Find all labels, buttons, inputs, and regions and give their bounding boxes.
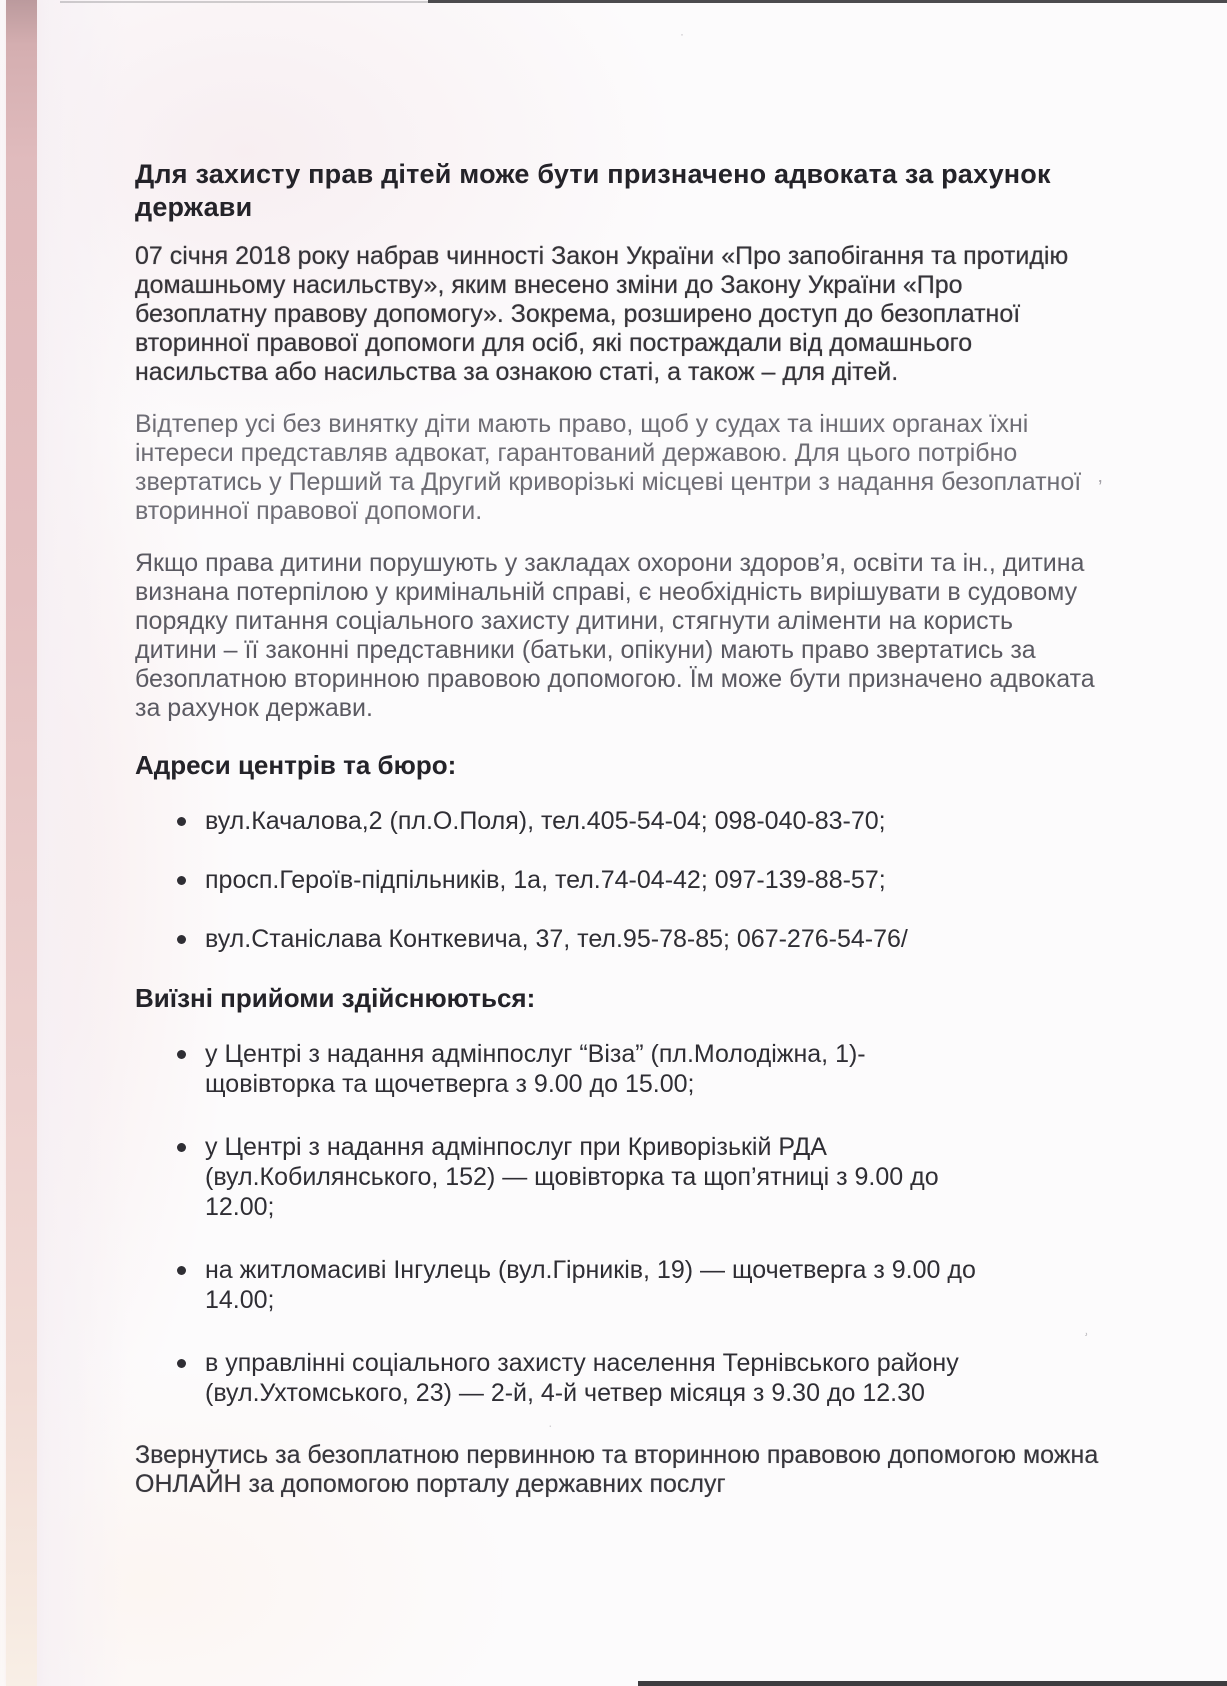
scan-edge-line-top	[428, 0, 1227, 3]
document-content	[135, 158, 1103, 1522]
scan-edge-line-top-faint	[60, 1, 428, 3]
scan-dust-artifact: ’	[1098, 477, 1103, 499]
bullet-dot-icon	[177, 1359, 186, 1368]
bullet-dot-icon	[177, 935, 186, 944]
list-item-visit-viza	[177, 1039, 977, 1099]
paragraph-law-intro: 07 січня 2018 року набрав чинності Закон України «Про запобігання та протидію домашньому насильству», яким внесено зміни до Закону України «Про безоплатну правову допомогу». Зокрема, розширено доступ до безоплатної вторинної правової допомоги для осіб, які постраждали від домашнього насильства або насильства за ознакою статі, а також – для дітей.	[135, 242, 1069, 386]
paragraph-children-rights: Відтепер усі без винятку діти мають право, щоб у судах та інших органах їхні інтереси представляв адвокат, гарантований державою. Для цього потрібно звертатись у Перший та Другий криворізькі місцеві центри з надання безоплатної вторинної правової допомоги.	[135, 410, 1082, 525]
paragraph-violations: Якщо права дитини порушують у закладах охорони здоров’я, освіти та ін., дитина визнана потерпілою у кримінальній справі, є необхідність вирішувати в судовому порядку питання соціального захисту дитини, стягнути аліменти на користь дитини – її законні представники (батьки, опікуни) мають право звертатись за безоплатною вторинною правовою допомогою. Їм може бути призначено адвоката за рахунок держави.	[135, 549, 1095, 722]
list-item-address-kontkevycha	[177, 924, 1100, 954]
scan-dust-artifact: ·	[548, 1417, 553, 1433]
list-item-text: вул.Качалова,2 (пл.О.Поля), тел.405-54-04; 098-040-83-70;	[205, 807, 886, 835]
addresses-list	[135, 806, 1100, 954]
scan-binding-strip	[6, 0, 37, 1686]
list-item-text: на житломасиві Інгулець (вул.Гірників, 19) — щочетверга з 9.00 до 14.00;	[205, 1256, 976, 1314]
scan-dust-artifact: ˒	[1081, 1320, 1093, 1342]
paragraph-online-closing: Звернутись за безоплатною первинною та вторинною правовою допомогою можна ОНЛАЙН за допомогою порталу державних послуг	[135, 1441, 1099, 1498]
list-item-visit-rda	[177, 1132, 1007, 1222]
list-item-address-kachalova	[177, 806, 1100, 836]
bullet-dot-icon	[177, 1050, 186, 1059]
heading-field-visits: Виїзні прийоми здійснюються:	[135, 983, 536, 1013]
list-item-visit-inhulets	[177, 1255, 1047, 1315]
scan-edge-line-bottom	[638, 1681, 1227, 1686]
scan-dust-artifact: ·	[680, 27, 684, 41]
document-title: Для захисту прав дітей може бути призначено адвоката за рахунок держави	[135, 159, 1051, 222]
bullet-dot-icon	[177, 876, 186, 885]
field-visits-list	[135, 1039, 1100, 1408]
list-item-text: у Центрі з надання адмінпослуг “Віза” (пл.Молодіжна, 1)- щовівторка та щочетверга з 9.00 до 15.00;	[205, 1040, 866, 1098]
list-item-text: у Центрі з надання адмінпослуг при Криворізькій РДА (вул.Кобилянського, 152) — щовівторка та щоп’ятниці з 9.00 до 12.00;	[205, 1133, 939, 1221]
list-item-text: в управлінні соціального захисту населення Тернівського району (вул.Ухтомського, 23) — 2-й, 4-й четвер місяця з 9.30 до 12.30	[205, 1349, 959, 1407]
list-item-text: вул.Станіслава Конткевича, 37, тел.95-78-85; 067-276-54-76/	[205, 925, 908, 953]
list-item-visit-ternivskyi	[177, 1348, 1047, 1408]
page-edge-highlight	[37, 0, 127, 1686]
bullet-dot-icon	[177, 1266, 186, 1275]
bullet-dot-icon	[177, 817, 186, 826]
bullet-dot-icon	[177, 1143, 186, 1152]
list-item-text: просп.Героїв-підпільників, 1а, тел.74-04-42; 097-139-88-57;	[205, 866, 886, 894]
heading-addresses: Адреси центрів та бюро:	[135, 750, 457, 780]
list-item-address-heroiv	[177, 865, 1100, 895]
